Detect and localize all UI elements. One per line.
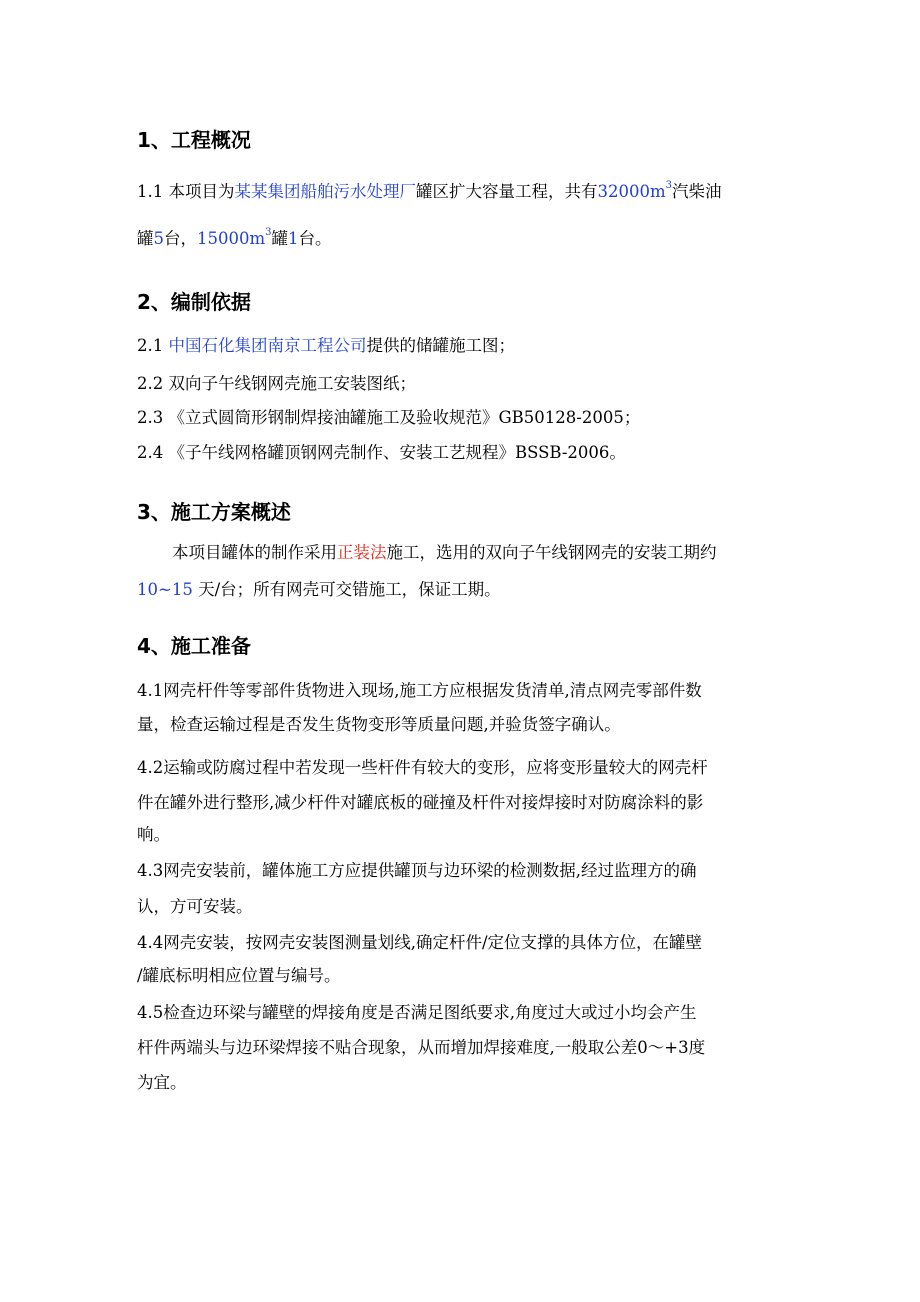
section-1-line-2 [137, 227, 332, 248]
text: 施工，选用的双向子午线钢网壳的安装工期约 [386, 543, 717, 562]
section-4-line: 为宜。 [137, 1073, 187, 1092]
method-name: 正装法 [337, 543, 387, 562]
section-4-line: 4.1网壳杆件等零部件货物进入现场,施工方应根据发货清单,清点网壳零部件数 [137, 681, 702, 700]
text: 台。 [298, 229, 332, 248]
section-4-line: 量，检查运输过程是否发生货物变形等质量问题,并验货签字确认。 [137, 715, 621, 734]
text: 15000m [197, 229, 266, 248]
section-4-line: 4.2运输或防腐过程中若发现一些杆件有较大的变形，应将变形量较大的网壳杆 [137, 758, 708, 777]
capacity-32000 [598, 182, 673, 201]
section-2-item-3: 2.3 《立式圆筒形钢制焊接油罐施工及验收规范》GB50128-2005； [137, 408, 641, 427]
count-1: 1 [288, 229, 299, 248]
section-1-heading: 1、工程概况 [137, 128, 251, 152]
company-name: 某某集团船舶污水处理厂 [234, 182, 416, 201]
capacity-15000 [197, 229, 272, 248]
count-5: 5 [153, 229, 164, 248]
organization-name: 中国石化集团南京工程公司 [168, 336, 367, 355]
section-4-heading: 4、施工准备 [137, 634, 251, 658]
text: 32000m [597, 182, 666, 201]
text: 罐区扩大容量工程，共有 [416, 182, 598, 201]
text: 天/台；所有网壳可交错施工，保证工期。 [198, 580, 501, 599]
section-4-line: 4.3网壳安装前，罐体施工方应提供罐顶与边环梁的检测数据,经过监理方的确 [137, 861, 697, 880]
superscript: 3 [265, 227, 272, 238]
section-4-line: /罐底标明相应位置与编号。 [137, 966, 341, 985]
section-4-line: 认，方可安装。 [137, 897, 253, 916]
section-3-line-2 [137, 582, 501, 599]
section-3-line-1 [172, 545, 717, 562]
section-3-heading: 3、施工方案概述 [137, 500, 291, 524]
duration-days: 10~15 [137, 580, 193, 599]
section-4-line: 件在罐外进行整形,减少杆件对罐底板的碰撞及杆件对接焊接时对防腐涂料的影 [137, 793, 704, 812]
superscript: 3 [665, 180, 673, 191]
text: 本项目罐体的制作采用 [172, 543, 337, 562]
section-2-item-2: 2.2 双向子午线钢网壳施工安装图纸； [137, 374, 416, 393]
text: 提供的储罐施工图； [366, 336, 515, 355]
section-2-item-1 [137, 338, 515, 355]
section-4-line: 杆件两端头与边环梁焊接不贴合现象，从而增加焊接难度,一般取公差0～+3度 [137, 1038, 706, 1057]
section-1-line-1 [137, 180, 722, 201]
section-4-line: 4.5检查边环梁与罐壁的焊接角度是否满足图纸要求,角度过大或过小均会产生 [137, 1003, 697, 1022]
text: 罐 [271, 229, 289, 248]
section-2-heading: 2、编制依据 [137, 290, 251, 314]
text: 罐 [137, 229, 154, 248]
section-4-line: 响。 [137, 825, 170, 844]
text: 2.1 [137, 336, 164, 355]
section-4-line: 4.4网壳安装，按网壳安装图测量划线,确定杆件/定位支撑的具体方位，在罐壁 [137, 933, 703, 952]
text: 1.1 本项目为 [137, 182, 235, 201]
text: 台， [164, 229, 197, 248]
section-2-item-4: 2.4 《子午线网格罐顶钢网壳制作、安装工艺规程》BSSB-2006。 [137, 443, 626, 462]
text: 汽柴油 [672, 182, 722, 201]
